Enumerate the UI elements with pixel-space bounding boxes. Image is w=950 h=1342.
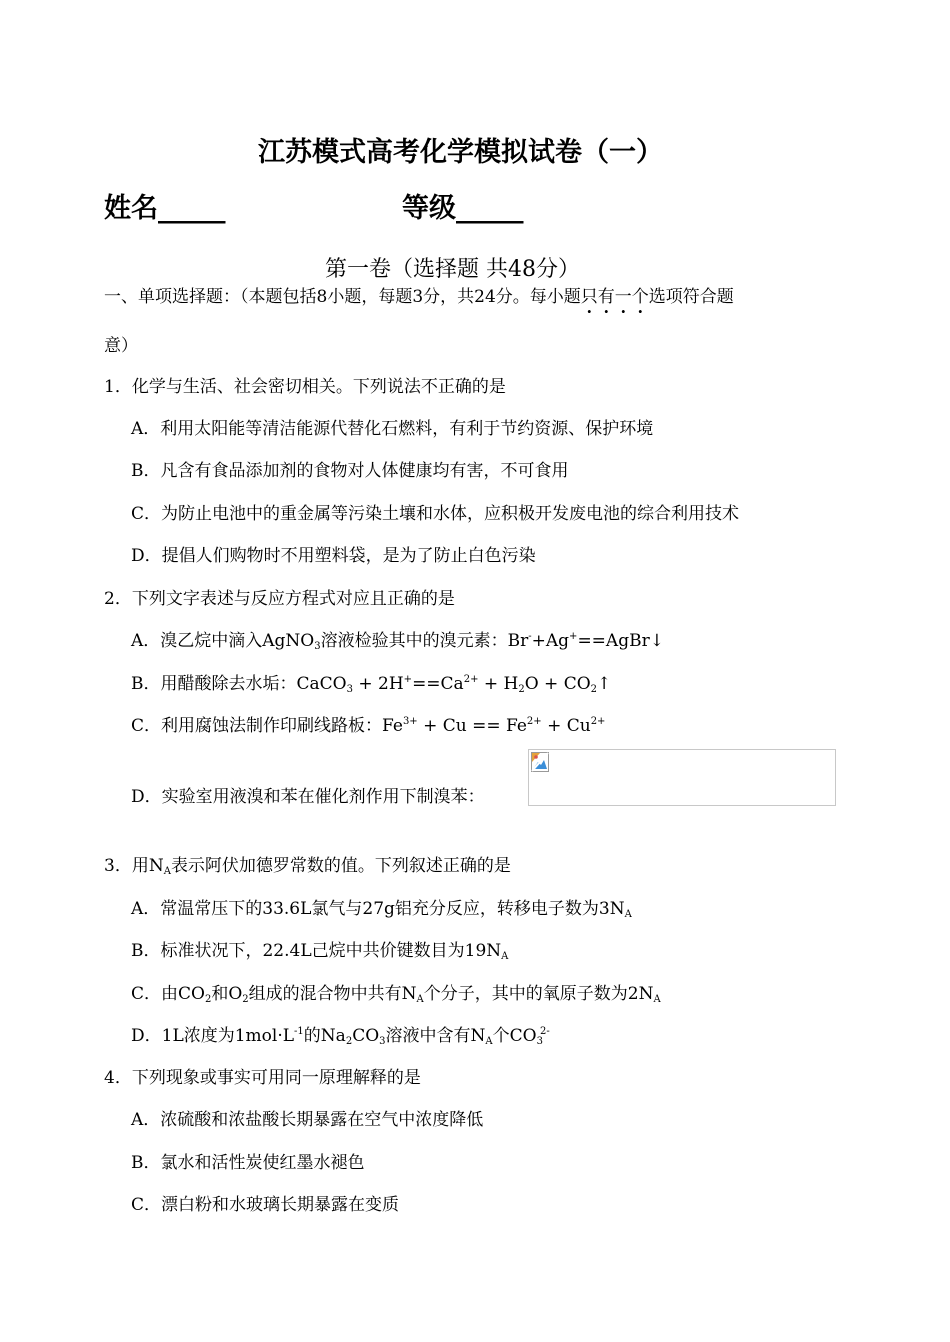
emphasis-char: 只 (580, 287, 598, 307)
question-1-option-d: D．提倡人们购物时不用塑料袋，是为了防止白色污染 (131, 546, 536, 566)
instruction-continuation: 意） (104, 336, 138, 356)
question-2-option-a: A．溴乙烷中滴入AgNO$_3$溶液检验其中的溴元素：Br-+Ag+==AgBr↓ (131, 631, 664, 652)
question-2-option-b: B．用醋酸除去水垢：CaCO$_3$ + $2H^+==Ca^{2+} + H_2O$ + $CO_2↑$ (131, 674, 612, 695)
emphasis-char: 一 (614, 287, 632, 307)
question-4-option-b: B．氯水和活性炭使红墨水褪色 (131, 1153, 365, 1173)
question-4-option-c: C．漂白粉和水玻璃长期暴露在变质 (131, 1195, 400, 1215)
question-3-option-c: C．由$CO_2$和$O_2$组成的混合物中共有$N_A$个分子，其中的氧原子数为$2N_A$ (131, 984, 661, 1005)
question-4-option-a: A．浓硫酸和浓盐酸长期暴露在空气中浓度降低 (131, 1110, 484, 1130)
broken-image-placeholder (528, 749, 836, 806)
instruction-line (104, 282, 734, 307)
name-field: 姓名_____ (104, 193, 226, 224)
grade-field: 等级_____ (402, 193, 524, 224)
question-1-option-a: A．利用太阳能等清洁能源代替化石燃料，有利于节约资源、保护环境 (131, 419, 654, 439)
section-heading: 第一卷（选择题 共48分） (325, 257, 580, 282)
question-3-option-b: B．标准状况下，22.4L己烷中共价键数目为$19N_A$ (131, 941, 509, 962)
question-3-stem: 3．用$N_A$表示阿伏加德罗常数的值。下列叙述正确的是 (104, 856, 511, 877)
emphasis-char: 有 (597, 287, 615, 307)
instruction-prefix: 一、单项选择题：（本题包括8小题，每题3分，共24分。每小题 (104, 287, 581, 307)
question-2-option-d: D．实验室用液溴和苯在催化剂作用下制溴苯： (131, 787, 485, 807)
instruction-suffix: 选项符合题 (648, 287, 734, 307)
question-1-stem: 1．化学与生活、社会密切相关。下列说法不正确的是 (104, 377, 506, 397)
question-2-option-c: C．利用腐蚀法制作印刷线路板：$Fe^{3+} + Cu == Fe^{2+} + Cu^{2+}$ (131, 716, 606, 736)
question-1-option-b: B．凡含有食品添加剂的食物对人体健康均有害，不可食用 (131, 461, 569, 481)
question-4-stem: 4．下列现象或事实可用同一原理解释的是 (104, 1068, 421, 1088)
broken-image-icon (531, 752, 549, 772)
question-3-option-d: D．1L浓度为$1mol\cdot L^{-1}$的$Na_2CO_3$溶液中含有$N_A$个$CO_3^{2-}$ (131, 1026, 550, 1047)
question-2-stem: 2．下列文字表述与反应方程式对应且正确的是 (104, 589, 455, 609)
emphasis-char: 个 (631, 287, 649, 307)
question-3-option-a: A．常温常压下的33.6L氯气与27g铝充分反应，转移电子数为$3N_A$ (131, 899, 632, 920)
page-title: 江苏模式高考化学模拟试卷（一） (258, 137, 663, 168)
question-1-option-c: C．为防止电池中的重金属等污染土壤和水体，应积极开发废电池的综合利用技术 (131, 504, 740, 524)
